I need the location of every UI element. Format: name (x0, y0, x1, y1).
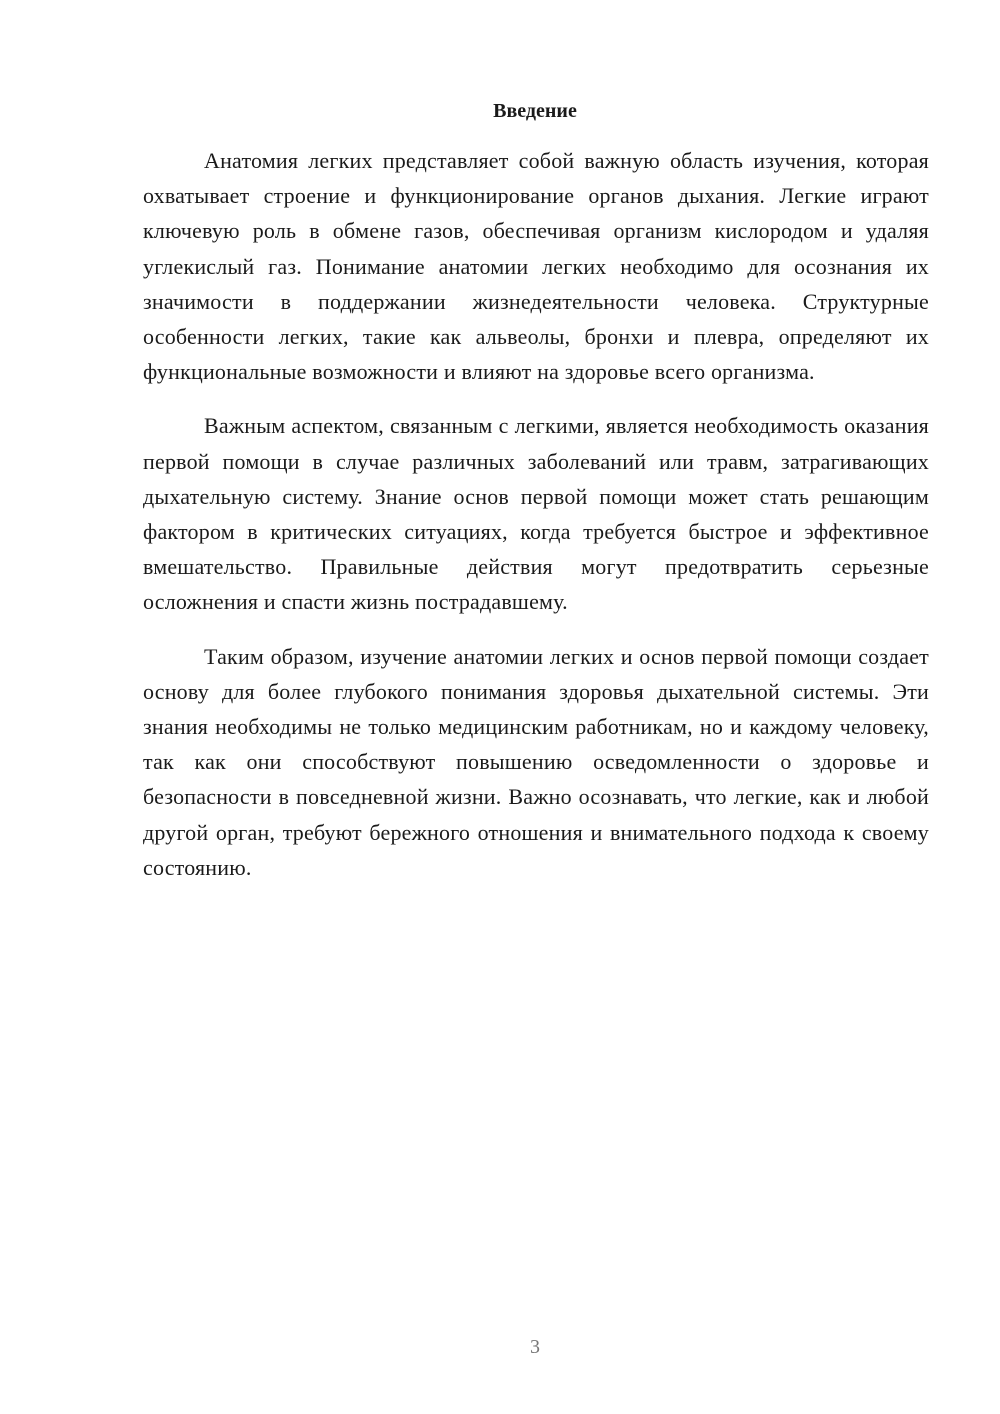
paragraph-3: Таким образом, изучение анатомии легких и основ первой помощи создает основу для более глубокого понимания здоровья дыхательной системы. Эти знания необходимы не только медицинским работникам, но и каждому человеку, так как они способствуют повышению осведомленности о здоровье и безопасности в повседневной жизни. Важно осознавать, что легкие, как и любой другой орган, требуют бережного отношения и внимательного подхода к своему состоянию. (143, 643, 929, 880)
paragraph-2: Важным аспектом, связанным с легкими, является необходимость оказания первой помощи в случае различных заболеваний или травм, затрагивающих дыхательную систему. Знание основ первой помощи может стать решающим фактором в критических ситуациях, когда требуется быстрое и эффективное вмешательство. Правильные действия могут предотвратить серьезные осложнения и спасти жизнь пострадавшему. (143, 413, 929, 615)
paragraph-1: Анатомия легких представляет собой важную область изучения, которая охватывает строение и функционирование органов дыхания. Легкие играют ключевую роль в обмене газов, обеспечивая организм кислородом и удаляя углекислый газ. Понимание анатомии легких необходимо для осознания их значимости в поддержании жизнедеятельности человека. Структурные особенности легких, такие как альвеолы, бронхи и плевра, определяют их функциональные возможности и влияют на здоровье всего организма. (143, 148, 929, 385)
body-text (143, 143, 929, 904)
page-title: Введение (493, 100, 577, 122)
page-number: 3 (530, 1336, 540, 1358)
